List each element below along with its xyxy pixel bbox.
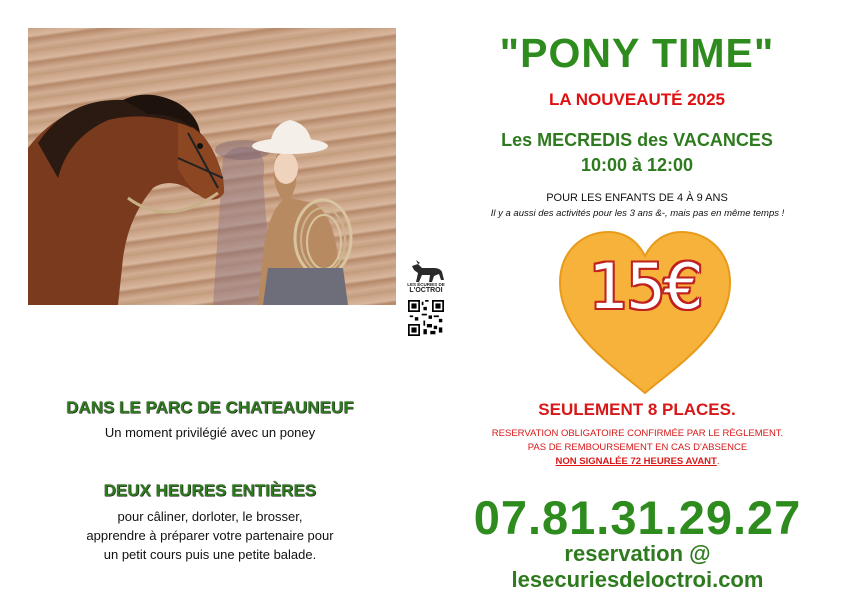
rule-period: . xyxy=(716,456,720,467)
page-title: "PONY TIME" xyxy=(499,30,775,76)
description-line: un petit cours puis une petite balade. xyxy=(103,547,317,562)
logo-text xyxy=(404,282,448,294)
park-text: Un moment privilégié avec un poney xyxy=(104,425,316,440)
rule-line-underlined xyxy=(440,455,835,469)
duration-description xyxy=(20,507,400,564)
description-line: apprendre à préparer votre partenaire pour xyxy=(86,528,334,543)
rule-line: PAS DE REMBOURSEMENT EN CAS D'ABSENCE xyxy=(527,442,748,453)
schedule-hours: 10:00 à 12:00 xyxy=(580,155,694,175)
logo-line1: LES ÉCURIES DE xyxy=(407,282,445,287)
phone-number[interactable]: 07.81.31.29.27 xyxy=(473,491,802,544)
rule-emphasis: NON SIGNALÉE 72 HEURES AVANT xyxy=(555,456,717,467)
booking-rules xyxy=(440,427,835,469)
age-range: POUR LES ENFANTS DE 4 À 9 ANS xyxy=(546,192,728,204)
email-address[interactable]: reservation @ lesecuriesdeloctroi.com xyxy=(511,541,764,592)
horse-and-cowboy-photo xyxy=(28,28,396,305)
rule-line: RESERVATION OBLIGATOIRE CONFIRMÉE PAR LE RÈGLEMENT. xyxy=(491,428,784,439)
logo-line2: L'OCTROI xyxy=(409,287,443,294)
duration-heading: DEUX HEURES ENTIÈRES xyxy=(103,481,317,500)
park-heading: DANS LE PARC DE CHATEAUNEUF xyxy=(66,398,354,417)
description-line: pour câliner, dorloter, le brosser, xyxy=(117,509,303,524)
photo-illustration xyxy=(28,28,396,305)
activity-note: Il y a aussi des activités pour les 3 ans &-, mais pas en même temps ! xyxy=(490,208,785,219)
subtitle: LA NOUVEAUTÉ 2025 xyxy=(548,90,726,109)
qr-code-icon[interactable] xyxy=(408,300,444,336)
places-heading: SEULEMENT 8 PLACES. xyxy=(538,400,736,419)
schedule-days: Les MECREDIS des VACANCES xyxy=(501,130,773,150)
price-label: 15€ xyxy=(588,250,702,323)
